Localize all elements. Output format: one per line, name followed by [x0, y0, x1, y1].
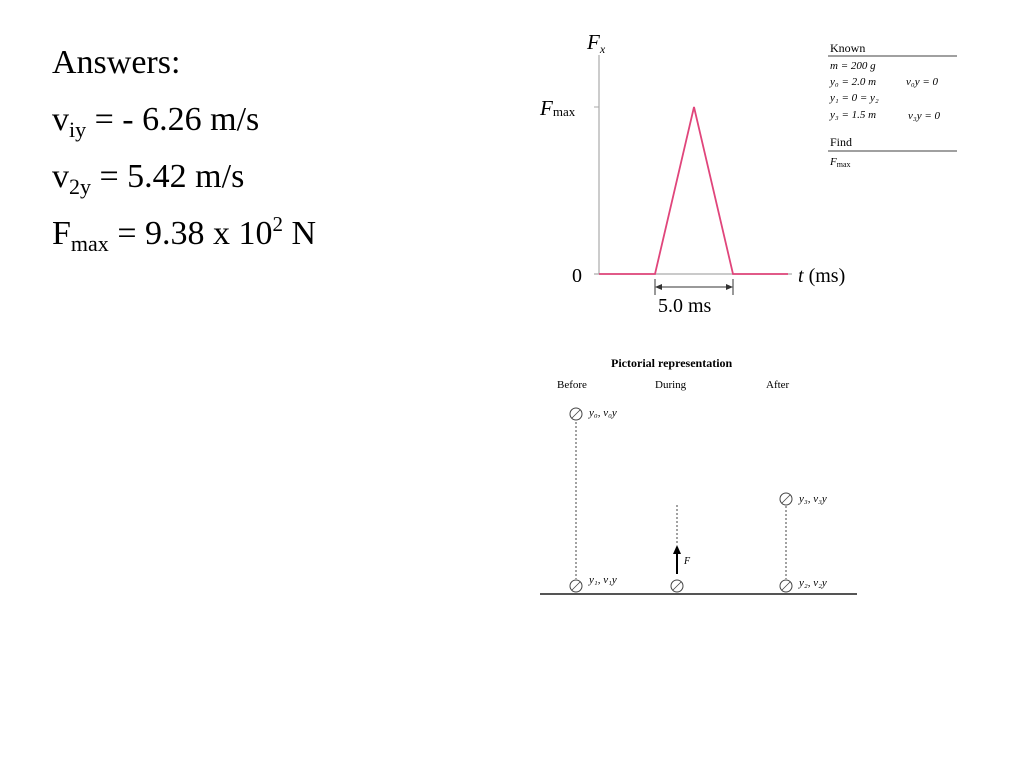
label-y0-v0y: y₀, v₀y: [589, 407, 617, 419]
label-after: After: [766, 379, 790, 391]
answer-unit: N: [283, 215, 317, 252]
answer-v-iy: [52, 91, 316, 148]
pictorial-representation: [535, 350, 865, 610]
known-row-v0y: v₀y = 0: [906, 76, 939, 88]
label-before: Before: [557, 379, 587, 391]
answer-value: = 5.42 m/s: [91, 158, 245, 195]
answer-subscript: 2y: [69, 174, 91, 199]
answer-subscript: iy: [69, 117, 87, 142]
find-title: Find: [830, 135, 853, 149]
pictorial-title: Pictorial representation: [611, 356, 733, 370]
zero-label: 0: [572, 265, 582, 287]
duration-label: 5.0 ms: [658, 295, 712, 317]
known-find-table: [825, 38, 960, 188]
find-value: Fmax: [830, 156, 851, 169]
answer-exponent: 2: [272, 212, 283, 236]
ball-y0: [570, 408, 582, 420]
ball-y1: [570, 580, 582, 592]
answer-symbol: F: [52, 215, 71, 252]
known-row-y1: y₁ = 0 = y₂: [830, 92, 879, 104]
answer-value: = - 6.26 m/s: [86, 101, 260, 138]
y-axis-label: Fx: [587, 30, 606, 56]
ball-y2: [780, 580, 792, 592]
label-during: During: [655, 379, 687, 391]
duration-arrowhead-right: [726, 284, 733, 290]
force-arrow-head: [673, 545, 681, 554]
answer-subscript: max: [70, 231, 109, 256]
known-row-mass: m = 200 g: [830, 60, 876, 72]
force-label: F⃗: [684, 556, 698, 567]
label-y1-v1y: y₁, v₁y: [589, 574, 617, 586]
force-time-graph: [530, 30, 870, 325]
fmax-label: Fmax: [540, 96, 576, 120]
x-axis-label: t (ms): [798, 265, 846, 287]
answers-block: [52, 34, 316, 262]
force-pulse-line: [599, 107, 788, 274]
label-y3-v3y: y₃, v₃y: [799, 493, 827, 505]
known-row-y0: y₀ = 2.0 m: [830, 76, 877, 88]
answer-symbol: v: [52, 158, 69, 195]
label-y2-v2y: y₂, v₂y: [799, 577, 827, 589]
duration-arrowhead-left: [655, 284, 662, 290]
answer-v-2y: [52, 148, 316, 205]
known-row-v3y: v₃y = 0: [908, 110, 941, 122]
known-title: Known: [830, 41, 866, 55]
answer-symbol: v: [52, 101, 69, 138]
answers-heading: Answers:: [52, 44, 181, 81]
ball-during: [671, 580, 683, 592]
ball-y3: [780, 493, 792, 505]
known-row-y3: y₃ = 1.5 m: [830, 109, 877, 121]
answer-f-max: [52, 205, 316, 262]
answer-value: = 9.38 x 10: [108, 215, 273, 252]
